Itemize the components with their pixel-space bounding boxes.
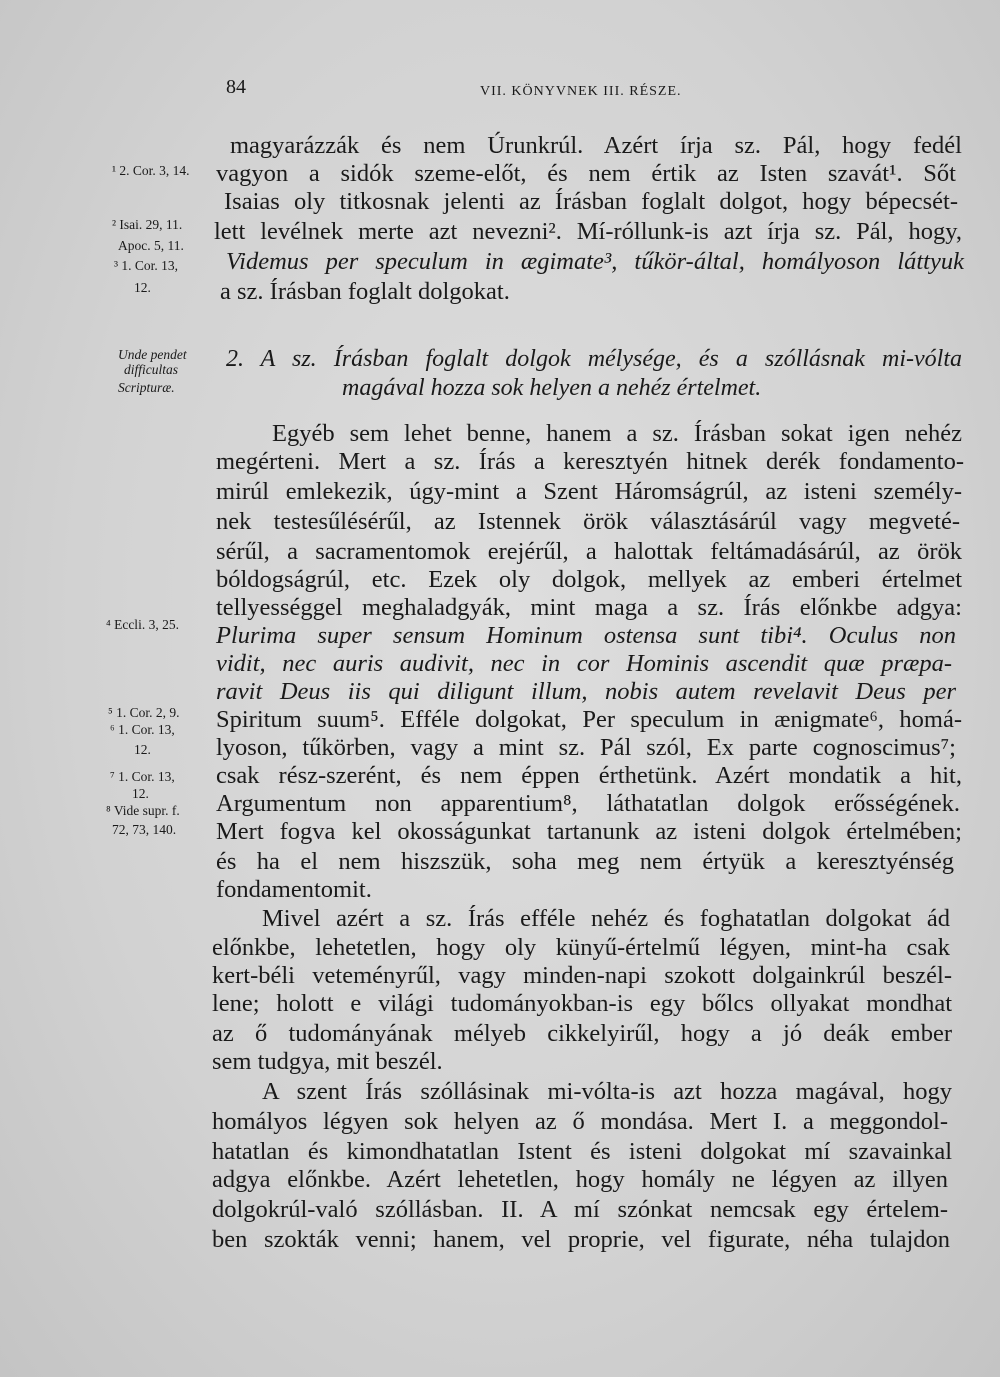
margin-note: ⁷ 1. Cor. 13,	[110, 769, 175, 784]
margin-note: ³ 1. Cor. 13,	[114, 258, 179, 273]
text-line: hatatlan és kimondhatatlan Istent és isteni dolgokat mí szavainkal	[212, 1138, 952, 1165]
text-line: Mivel azért a sz. Írás efféle nehéz és foghatatlan dolgokat ád	[262, 905, 950, 932]
margin-note-section: Scripturæ.	[118, 380, 175, 395]
text-line: A szent Írás szóllásinak mi-vólta-is azt hozza magával, hogy	[262, 1078, 952, 1105]
running-head: VII. KÖNYVNEK III. RÉSZE.	[480, 84, 682, 99]
margin-note-section: difficultas	[124, 362, 178, 377]
margin-note: ⁶ 1. Cor. 13,	[110, 722, 175, 737]
text-line: tellyességgel meghaladgyák, mint maga a sz. Írás előnkbe adgya:	[216, 594, 962, 621]
text-line: nek testesűlésérűl, az Istennek örök választásárúl vagy megveté-	[216, 508, 960, 535]
text-line: Videmus per speculum in ægimate³, tűkör-által, homályoson láttyuk	[226, 248, 964, 275]
text-line: lyoson, tűkörben, vagy a mint sz. Pál szól, Ex parte cognoscimus⁷;	[216, 734, 956, 761]
text-line: vidit, nec auris audivit, nec in cor Hominis ascendit quæ præpa-	[216, 650, 952, 677]
text-line: a sz. Írásban foglalt dolgokat.	[220, 278, 510, 305]
text-line: fondamentomit.	[216, 876, 372, 903]
margin-note: ⁴ Eccli. 3, 25.	[106, 617, 179, 632]
text-line: Egyéb sem lehet benne, hanem a sz. Írásban sokat igen nehéz	[272, 420, 962, 447]
text-line: ben szokták venni; hanem, vel proprie, vel figurate, néha tulajdon	[212, 1226, 950, 1253]
text-line: Spiritum suum⁵. Efféle dolgokat, Per speculum in ænigmate⁶, homá-	[216, 706, 962, 733]
text-line: lene; holott e világi tudományokban-is egy bőlcs ollyakat mondhat	[212, 990, 952, 1017]
text-line: kert-béli veteményrűl, vagy minden-napi szokott dolgainkrúl beszél-	[212, 962, 952, 989]
text-line: magyarázzák és nem Úrunkrúl. Azért írja sz. Pál, hogy fedél	[230, 132, 962, 159]
margin-note: 12.	[134, 742, 151, 757]
text-line: bóldogságrúl, etc. Ezek oly dolgok, mellyek az emberi értelmet	[216, 566, 962, 593]
page-header	[0, 76, 1000, 106]
section-heading-line: magával hozza sok helyen a nehéz értelmet.	[342, 375, 762, 401]
text-line: Argumentum non apparentium⁸, láthatatlan dolgok erősségének.	[216, 790, 960, 817]
text-line: és ha el nem hiszszük, soha meg nem értyük a keresztyénség	[216, 848, 954, 875]
text-line: Plurima super sensum Hominum ostensa sunt tibi⁴. Oculus non	[216, 622, 956, 649]
margin-note: 72, 73, 140.	[112, 822, 177, 837]
margin-note: Apoc. 5, 11.	[118, 238, 184, 253]
text-line: megérteni. Mert a sz. Írás a keresztyén hitnek derék fondamento-	[216, 448, 964, 475]
text-line: adgya előnkbe. Azért lehetetlen, hogy homály ne légyen az illyen	[212, 1166, 948, 1193]
text-line: vagyon a sidók szeme-előt, és nem értik az Isten szavát¹. Sőt	[216, 160, 956, 187]
margin-note: 12.	[132, 786, 149, 801]
text-line: az ő tudományának mélyeb cikkelyirűl, hogy a jó deák ember	[212, 1020, 952, 1047]
text-line: sérűl, a sacramentomok erejérűl, a halottak feltámadásárúl, az örök	[216, 538, 962, 565]
margin-note: 12.	[134, 280, 151, 295]
margin-note-section: Unde pendet	[118, 347, 187, 362]
margin-note: ² Isai. 29, 11.	[112, 217, 183, 232]
text-line: ravit Deus iis qui diligunt illum, nobis autem revelavit Deus per	[216, 678, 956, 705]
text-line: sem tudgya, mit beszél.	[212, 1048, 443, 1075]
text-line: mirúl emlekezik, úgy-mint a Szent Háromságrúl, az isteni személy-	[216, 478, 962, 505]
margin-note: ⁵ 1. Cor. 2, 9.	[108, 705, 180, 720]
text-line: Mert fogva kel okosságunkat tartanunk az isteni dolgok értelmében;	[216, 818, 962, 845]
page-number: 84	[226, 76, 246, 98]
text-line: homályos légyen sok helyen az ő mondása. Mert I. a meggondol-	[212, 1108, 948, 1135]
margin-note: ¹ 2. Cor. 3, 14.	[112, 163, 190, 178]
section-heading-line: 2. A sz. Írásban foglalt dolgok mélysége, és a szóllásnak mi-vólta	[226, 346, 962, 372]
text-line: Isaias oly titkosnak jelenti az Írásban foglalt dolgot, hogy bépecsét-	[224, 188, 958, 215]
text-line: dolgokrúl-való szóllásban. II. A mí szónkat nemcsak egy értelem-	[212, 1196, 948, 1223]
margin-note: ⁸ Vide supr. f.	[106, 803, 180, 818]
text-line: előnkbe, lehetetlen, hogy oly künyű-értelmű légyen, mint-ha csak	[212, 934, 950, 961]
text-line: lett levélnek merte azt nevezni². Mí-róllunk-is azt írja sz. Pál, hogy,	[214, 218, 962, 245]
text-line: csak rész-szerént, és nem éppen érthetünk. Azért mondatik a hit,	[216, 762, 962, 789]
